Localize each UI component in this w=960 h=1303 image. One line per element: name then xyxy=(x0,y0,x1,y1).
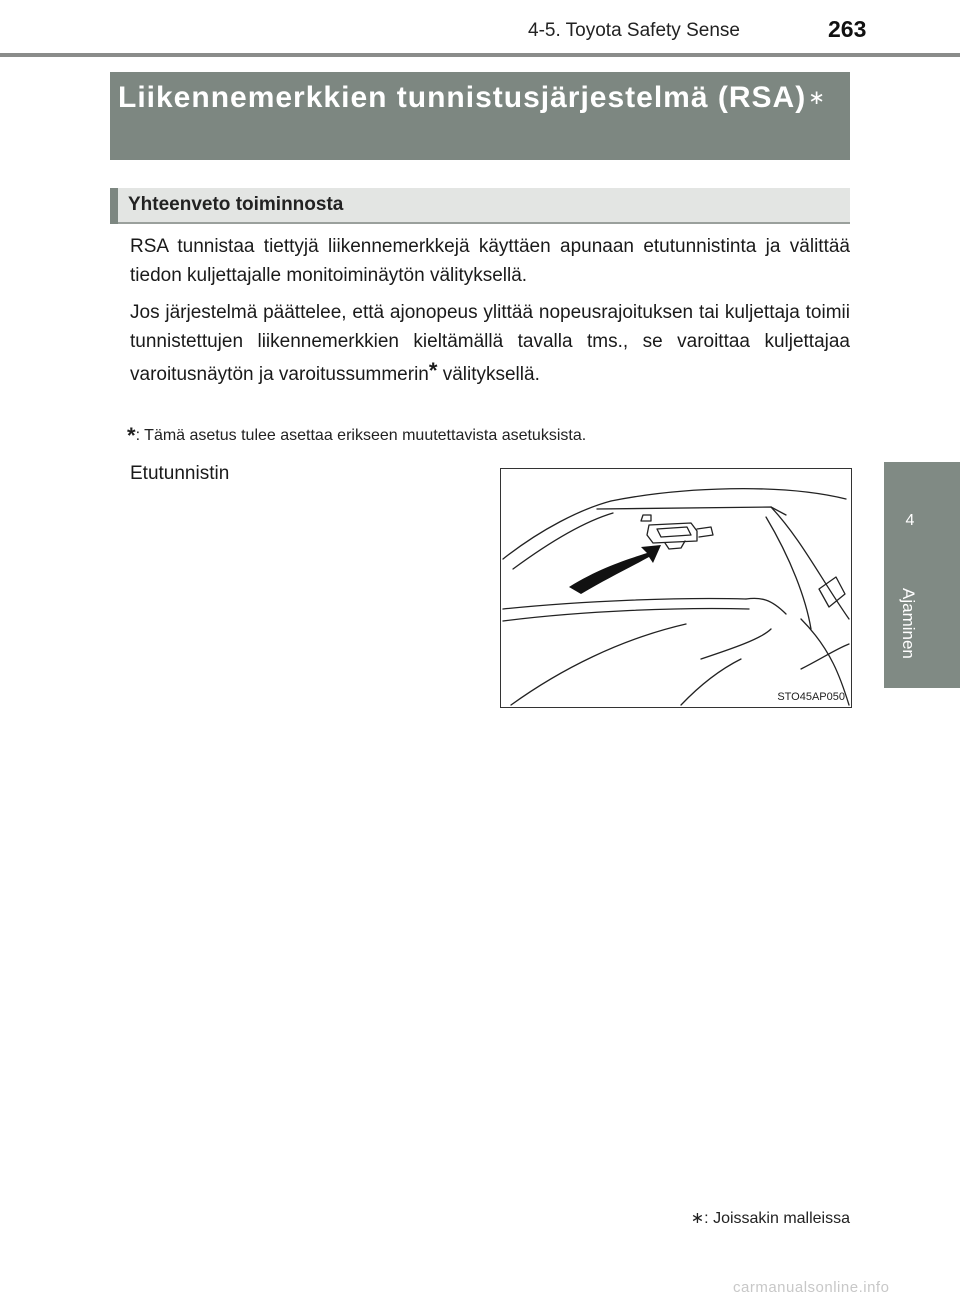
paragraph-warning-text: Jos järjestelmä päättelee, että ajonopeus ylittää nopeusrajoituksen tai kuljettaja toimii tunnistettujen liikennemerkkien kieltämällä tavalla tms., se varoittaa kuljettajaa varoitusnäytön ja varoitussummerin xyxy=(130,302,850,385)
paragraph-rsa-warning xyxy=(130,298,850,389)
windshield-sensor-drawing xyxy=(501,469,851,707)
model-availability-note: ∗: Joissakin malleissa xyxy=(690,1210,850,1227)
paragraph-asterisk: * xyxy=(428,358,438,383)
section-header: 4-5. Toyota Safety Sense xyxy=(528,20,740,41)
page-number: 263 xyxy=(828,16,867,42)
footnote-text: : Tämä asetus tulee asettaa erikseen muutettavista asetuksista. xyxy=(135,427,587,444)
chapter-side-tab xyxy=(884,462,960,688)
paragraph-rsa-intro: RSA tunnistaa tiettyjä liikennemerkkejä käyttäen apunaan etutunnistinta ja välittää tiedon kuljettajalle monitoiminäytön välityksellä. xyxy=(130,236,850,286)
chapter-label: Ajaminen xyxy=(899,588,918,659)
page-title-text: Liikennemerkkien tunnistusjärjestelmä (RSA) xyxy=(118,81,807,114)
front-sensor-illustration xyxy=(500,468,852,708)
page-title xyxy=(118,78,826,118)
paragraph-warning-tail: välityksellä. xyxy=(437,364,540,385)
subheading-bar xyxy=(110,188,850,224)
page-title-banner xyxy=(110,72,850,160)
header-divider xyxy=(0,53,960,57)
site-watermark: carmanualsonline.info xyxy=(733,1279,890,1296)
settings-footnote xyxy=(127,423,586,449)
figure-code: STO45AP050 xyxy=(777,691,845,703)
footnote-asterisk: * xyxy=(127,423,136,448)
title-asterisk: ∗ xyxy=(808,87,826,109)
figure-caption: Etutunnistin xyxy=(130,463,230,484)
subheading: Yhteenveto toiminnosta xyxy=(128,194,344,215)
chapter-number: 4 xyxy=(905,512,915,529)
subheading-accent xyxy=(110,188,118,224)
